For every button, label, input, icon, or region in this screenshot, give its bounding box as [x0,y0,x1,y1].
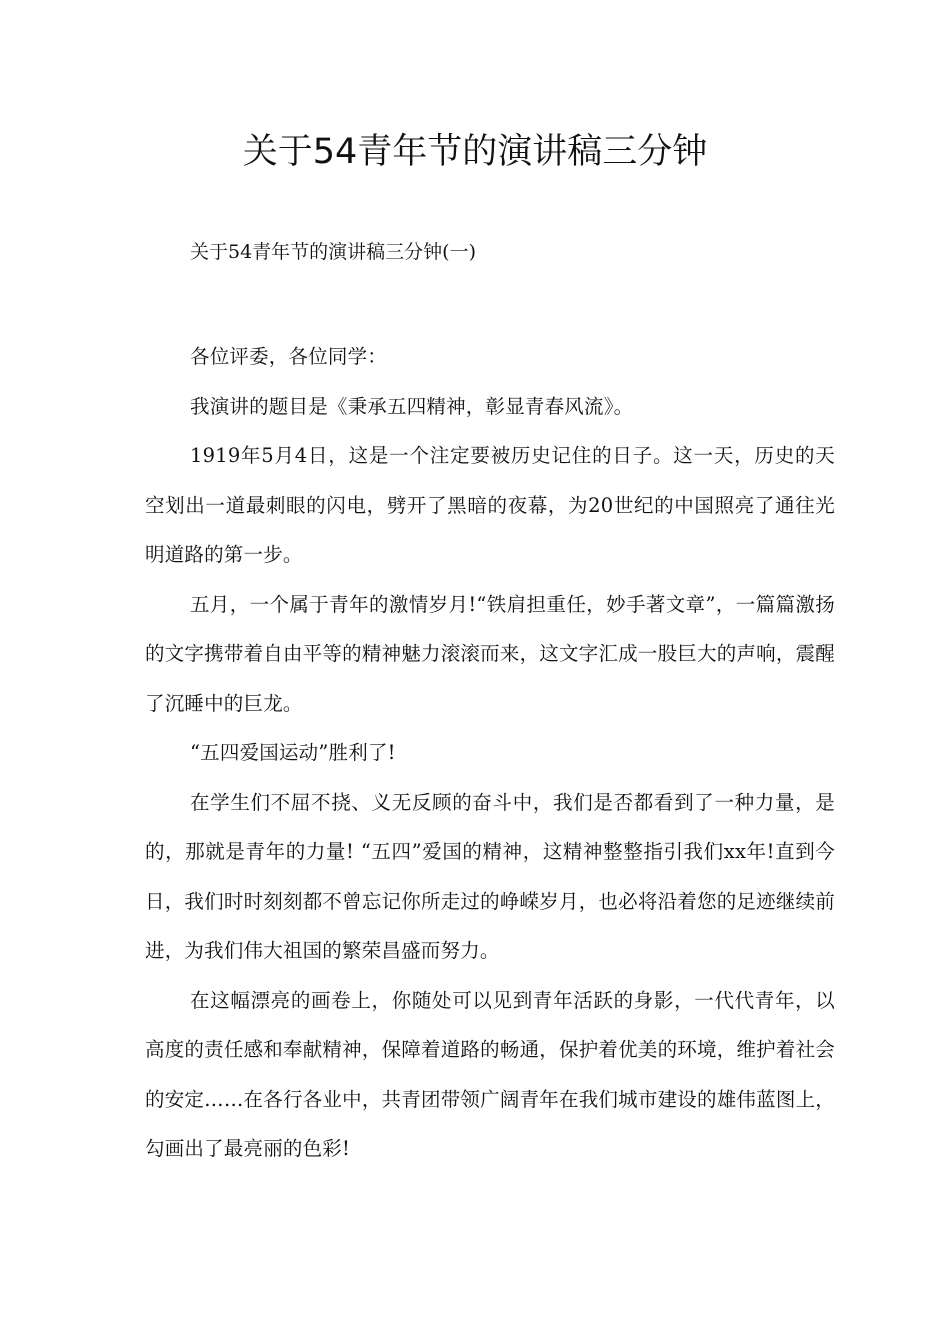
document-body [145,332,835,1174]
paragraph-picture: 在这幅漂亮的画卷上，你随处可以见到青年活跃的身影，一代代青年，以高度的责任感和奉献精神，保障着道路的畅通，保护着优美的环境，维护着社会的安定……在各行各业中，共青团带领广阔青年在我们城市建设的雄伟蓝图上，勾画出了最亮丽的色彩! [145,988,835,1160]
document-subtitle: 关于54青年节的演讲稿三分钟(一) [190,241,477,263]
paragraph-victory: “五四爱国运动”胜利了! [190,741,396,764]
paragraph-history: 1919年5月4日，这是一个注定要被历史记住的日子。这一天，历史的天空划出一道最刺眼的闪电，劈开了黑暗的夜幕，为20世纪的中国照亮了通往光明道路的第一步。 [145,444,835,566]
paragraph-youth-power: 在学生们不屈不挠、义无反顾的奋斗中，我们是否都看到了一种力量，是的，那就是青年的力量! “五四”爱国的精神，这精神整整指引我们xx年!直到今日，我们时时刻刻都不曾忘记你所走过的峥嵘岁月，也必将沿着您的足迹继续前进，为我们伟大祖国的繁荣昌盛而努力。 [145,790,835,962]
document-title: 关于54青年节的演讲稿三分钟 [242,132,708,172]
paragraph-may: 五月，一个属于青年的激情岁月!“铁肩担重任，妙手著文章”，一篇篇激扬的文字携带着自由平等的精神魅力滚滚而来，这文字汇成一股巨大的声响，震醒了沉睡中的巨龙。 [145,592,835,715]
paragraph-topic: 我演讲的题目是《秉承五四精神，彰显青春风流》。 [190,394,634,418]
paragraph-greeting: 各位评委，各位同学： [190,345,388,368]
